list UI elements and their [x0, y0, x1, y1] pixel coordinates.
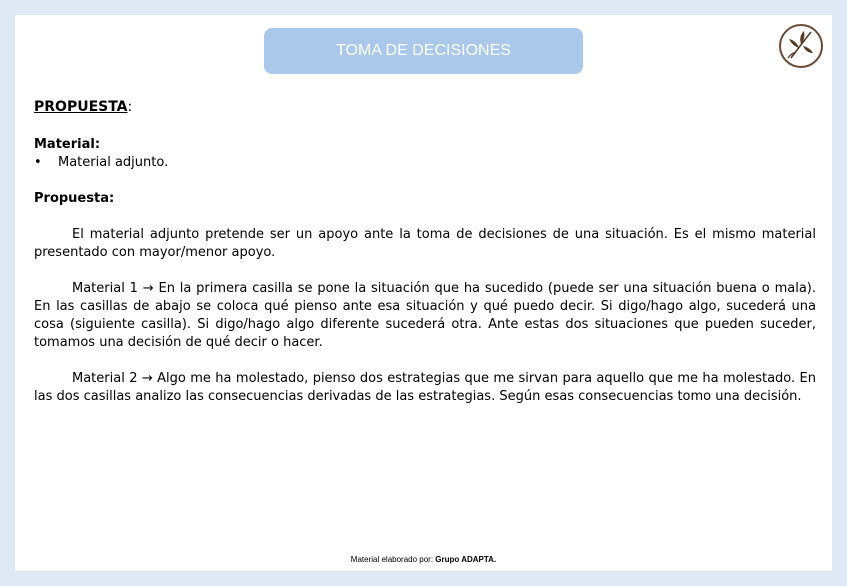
propuesta-heading [34, 98, 816, 116]
page [15, 15, 832, 571]
proposal-heading: Propuesta: [34, 191, 115, 206]
material-heading: Material: [34, 137, 101, 152]
material-list-item: • Material adjunto. [34, 154, 816, 172]
footer-prefix: Material elaborado por: [350, 555, 436, 564]
propuesta-heading-suffix: : [127, 99, 133, 115]
footer-credit [15, 555, 832, 564]
feather-circle-logo-icon [777, 22, 825, 70]
title-banner [264, 28, 583, 74]
propuesta-heading-label: PROPUESTA [34, 99, 128, 115]
footer-org: Grupo ADAPTA. [435, 555, 497, 564]
page-title: TOMA DE DECISIONES [336, 42, 511, 59]
proposal-paragraph-2: Material 1 → En la primera casilla se pone la situación que ha sucedido (puede ser una situación buena o mala). En las casillas de abajo se coloca qué pienso ante esa situación y qué puedo decir. Si digo/hago algo, sucederá una cosa (siguiente casilla). Si digo/hago algo diferente sucederá otra. Ante estas dos situaciones que pueden suceder, tomamos una decisión de qué decir o hacer. [34, 281, 816, 350]
proposal-paragraph-1: El material adjunto pretende ser un apoyo ante la toma de decisiones de una situación. Es el mismo material presentado con mayor/menor apoyo. [34, 227, 816, 260]
proposal-paragraph-3: Material 2 → Algo me ha molestado, pienso dos estrategias que me sirvan para aquello que me ha molestado. En las dos casillas analizo las consecuencias derivadas de las estrategias. Según esas consecuencias tomo una decisión. [34, 371, 816, 404]
material-list [34, 154, 816, 172]
content [34, 98, 816, 424]
